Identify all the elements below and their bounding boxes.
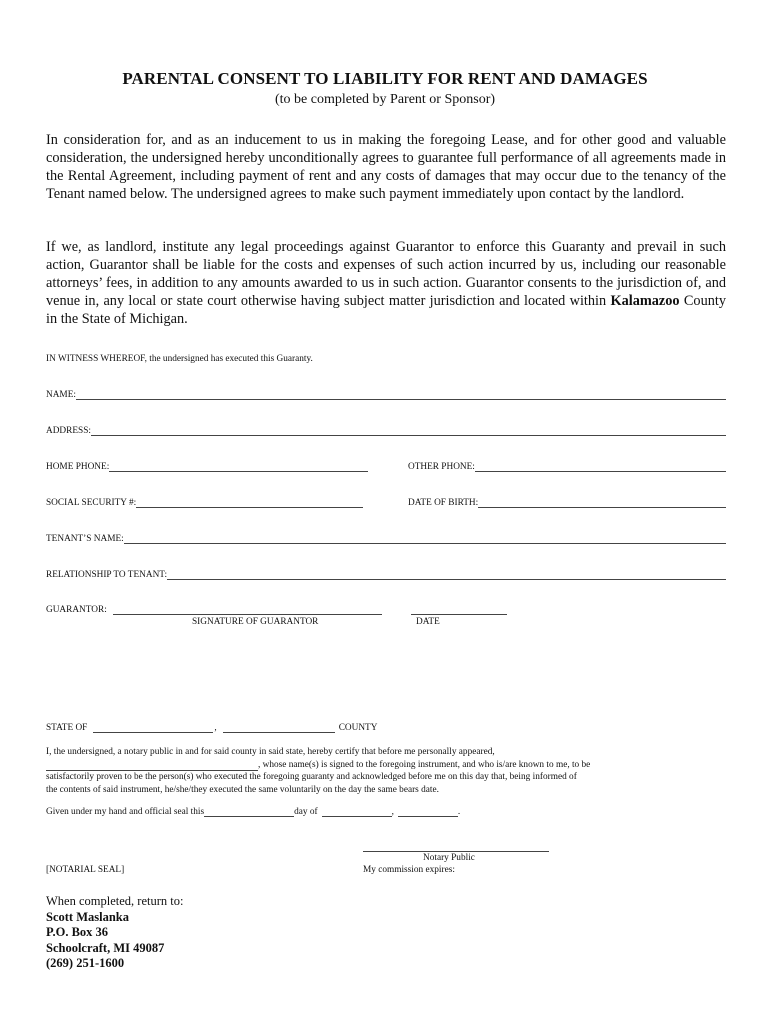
county-name: Kalamazoo	[610, 293, 680, 309]
guarantor-date-field[interactable]	[411, 604, 507, 615]
tenant-name-field[interactable]	[124, 533, 726, 544]
name-row	[46, 389, 726, 400]
notarial-seal-label: [NOTARIAL SEAL]	[46, 865, 125, 875]
address-row	[46, 425, 726, 436]
notary-public-caption: Notary Public	[423, 853, 475, 863]
name-field[interactable]	[76, 389, 726, 400]
comma: ,	[214, 723, 217, 733]
paragraph-text: If we, as landlord, institute any legal proceedings against Guarantor to enforce this Guaranty and prevail in such action, Guarantor shall be liable for the costs and expenses of such action incurred by us, including our reasonable attorneys’ fees, in addition to any amounts awarded to us in such action. Guarantor consents to the jurisdiction of, and venue in, any local or state court otherwise having subject matter jurisdiction and located within	[46, 239, 726, 309]
date-caption: DATE	[416, 617, 440, 627]
form-title: PARENTAL CONSENT TO LIABILITY FOR RENT AND DAMAGES	[122, 69, 648, 88]
tenant-name-row	[46, 533, 726, 544]
notary-line-2-text: , whose name(s) is signed to the foregoing instrument, and who is/are known to me, to be	[258, 759, 591, 770]
signature-caption: SIGNATURE OF GUARANTOR	[192, 617, 319, 627]
notary-paragraph	[46, 746, 626, 796]
return-po-box: P.O. Box 36	[46, 925, 109, 939]
home-phone-label: HOME PHONE:	[46, 462, 110, 472]
guarantee-paragraph: In consideration for, and as an inducement to us in making the foregoing Lease, and for other good and valuable consideration, the undersigned hereby unconditionally agrees to guarantee full performance of all agreements made in the Rental Agreement, including payment of rent and any costs of damages that may occur due to the tenancy of the Tenant named below. The undersigned agrees to make such payment immediately upon contact by the landlord.	[46, 132, 726, 202]
dob-label: DATE OF BIRTH:	[408, 498, 479, 508]
address-label: ADDRESS:	[46, 426, 91, 436]
county-field[interactable]	[223, 722, 335, 733]
notary-line-4: the contents of said instrument, he/she/they executed the same voluntarily on the day the same bears date.	[46, 784, 439, 795]
given-row	[46, 806, 460, 817]
relationship-field[interactable]	[167, 569, 726, 580]
ssn-row	[46, 497, 363, 508]
county-label: COUNTY	[338, 723, 378, 733]
return-phone: (269) 251-1600	[46, 956, 125, 970]
given-year-field[interactable]	[398, 806, 461, 817]
guarantor-row	[46, 604, 382, 615]
home-phone-row	[46, 461, 368, 472]
given-label: Given under my hand and official seal this	[46, 807, 205, 817]
notary-signature-field[interactable]	[363, 841, 549, 852]
name-label: NAME:	[46, 390, 76, 400]
notary-line-1: I, the undersigned, a notary public in and for said county in said state, hereby certify that before me personally appeared,	[46, 747, 495, 757]
other-phone-field[interactable]	[475, 461, 726, 472]
relationship-label: RELATIONSHIP TO TENANT:	[46, 570, 168, 580]
ssn-label: SOCIAL SECURITY #:	[46, 498, 137, 508]
witness-statement: IN WITNESS WHEREOF, the undersigned has executed this Guaranty.	[46, 354, 313, 364]
guarantor-label: GUARANTOR:	[46, 605, 107, 615]
home-phone-field[interactable]	[109, 461, 368, 472]
dob-row	[408, 497, 726, 508]
other-phone-row	[408, 461, 726, 472]
paragraph-text-end: County in the State of Michigan.	[46, 293, 726, 327]
form-subtitle: (to be completed by Parent or Sponsor)	[274, 92, 496, 107]
appeared-name-field[interactable]	[46, 761, 258, 771]
guarantor-signature-field[interactable]	[113, 604, 382, 615]
other-phone-label: OTHER PHONE:	[408, 462, 475, 472]
state-of-label: STATE OF	[46, 723, 88, 733]
state-field[interactable]	[93, 722, 213, 733]
day-of-label: day of	[294, 807, 318, 817]
relationship-row	[46, 569, 726, 580]
commission-expires-label: My commission expires:	[363, 865, 455, 875]
return-heading: When completed, return to:	[46, 894, 184, 908]
given-day-field[interactable]	[204, 806, 294, 817]
return-name: Scott Maslanka	[46, 909, 129, 924]
return-address	[46, 894, 183, 972]
comma-2: ,	[391, 807, 394, 817]
return-city: Schoolcraft, MI 49087	[46, 940, 165, 955]
tenant-name-label: TENANT’S NAME:	[46, 534, 124, 544]
address-field[interactable]	[91, 425, 726, 436]
period: .	[457, 807, 461, 817]
notary-line-3: satisfactorily proven to be the person(s) who executed the foregoing guaranty and acknowledged before me on this day that, being informed of	[46, 772, 577, 782]
given-month-field[interactable]	[322, 806, 392, 817]
notary-line-2	[46, 759, 626, 772]
legal-proceedings-paragraph	[46, 238, 726, 328]
ssn-field[interactable]	[136, 497, 363, 508]
state-county-row	[46, 722, 377, 733]
dob-field[interactable]	[478, 497, 726, 508]
